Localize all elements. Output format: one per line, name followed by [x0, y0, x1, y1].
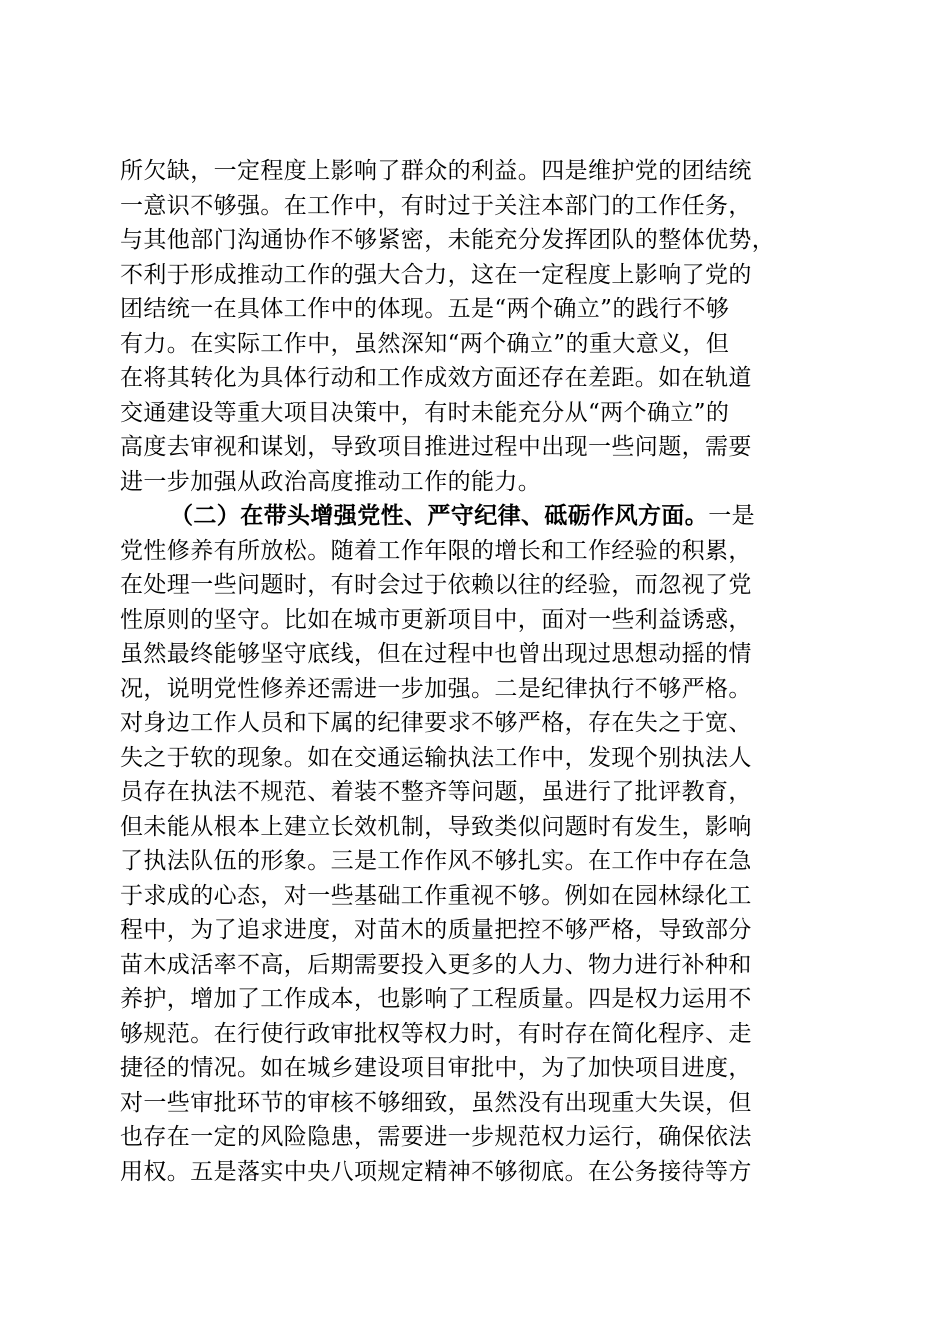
text-line: 也存在一定的风险隐患，需要进一步规范权力运行，确保依法: [120, 1124, 752, 1150]
text-line: 虽然最终能够坚守底线，但在过程中也曾出现过思想动摇的情: [120, 641, 752, 667]
text-line: 高度去审视和谋划，导致项目推进过程中出现一些问题，需要: [120, 434, 752, 460]
paragraph-2: [120, 499, 832, 1189]
text-line: 对身边工作人员和下属的纪律要求不够严格，存在失之于宽、: [120, 710, 752, 736]
text-line: 与其他部门沟通协作不够紧密，未能充分发挥团队的整体优势，: [120, 227, 776, 253]
text-line: 捷径的情况。如在城乡建设项目审批中，为了加快项目进度，: [120, 1055, 752, 1081]
text-line: 团结统一在具体工作中的体现。五是“两个确立”的践行不够: [120, 296, 730, 322]
text-line: 性原则的坚守。比如在城市更新项目中，面对一些利益诱惑，: [120, 606, 752, 633]
text-line: 在将其转化为具体行动和工作成效方面还存在差距。如在轨道: [120, 365, 752, 391]
section-heading: （二）在带头增强党性、严守纪律、砥砺作风方面。: [170, 502, 709, 529]
text-line: 交通建设等重大项目决策中，有时未能充分从“两个确立”的: [120, 399, 730, 426]
text-line: 养护，增加了工作成本，也影响了工程质量。四是权力运用不: [120, 986, 752, 1012]
text-line: 于求成的心态，对一些基础工作重视不够。例如在园林绿化工: [120, 882, 752, 909]
text-line: 所欠缺，一定程度上影响了群众的利益。四是维护党的团结统: [120, 158, 752, 184]
text-line: 党性修养有所放松。随着工作年限的增长和工作经验的积累，: [120, 537, 752, 564]
text-line: 员存在执法不规范、着装不整齐等问题，虽进行了批评教育，: [120, 779, 752, 805]
text-line: 在处理一些问题时，有时会过于依赖以往的经验，而忽视了党: [120, 572, 752, 598]
text-line: 进一步加强从政治高度推动工作的能力。: [120, 468, 542, 495]
document-body: [120, 154, 832, 1189]
text-line: 用权。五是落实中央八项规定精神不够彻底。在公务接待等方: [120, 1158, 752, 1185]
text-line: 一意识不够强。在工作中，有时过于关注本部门的工作任务，: [120, 192, 752, 219]
paragraph-1: [120, 154, 832, 499]
text-line: 了执法队伍的形象。三是工作作风不够扎实。在工作中存在急: [120, 848, 752, 874]
text-fragment: 一是: [708, 503, 756, 529]
text-line: 程中，为了追求进度，对苗木的质量把控不够严格，导致部分: [120, 917, 752, 943]
text-line: 苗木成活率不高，后期需要投入更多的人力、物力进行补种和: [120, 951, 752, 978]
text-line: 有力。在实际工作中，虽然深知“两个确立”的重大意义，但: [120, 330, 730, 357]
text-line: 对一些审批环节的审核不够细致，虽然没有出现重大失误，但: [120, 1089, 752, 1116]
text-line: 够规范。在行使行政审批权等权力时，有时存在简化程序、走: [120, 1020, 752, 1047]
text-line: 失之于软的现象。如在交通运输执法工作中，发现个别执法人: [120, 744, 752, 771]
paragraph-2-first-line: [120, 499, 832, 534]
text-line: 况，说明党性修养还需进一步加强。二是纪律执行不够严格。: [120, 675, 752, 702]
text-line: 不利于形成推动工作的强大合力，这在一定程度上影响了党的: [120, 261, 752, 288]
text-line: 但未能从根本上建立长效机制，导致类似问题时有发生，影响: [120, 813, 752, 840]
